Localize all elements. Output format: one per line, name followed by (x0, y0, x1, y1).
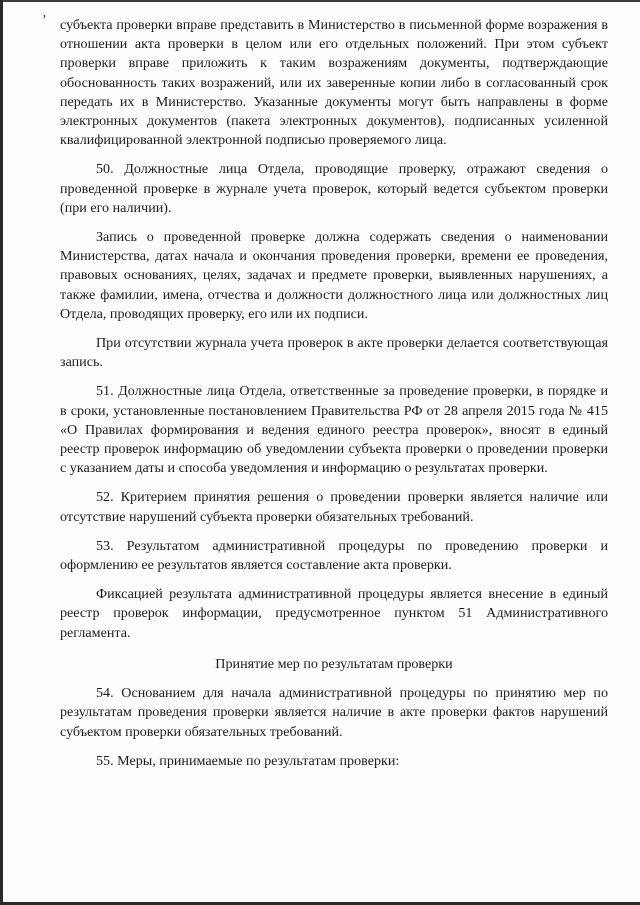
paragraph-no-journal: При отсутствии журнала учета проверок в акте проверки делается соответствующая запись. (60, 335, 608, 371)
paragraph-continuation: субъекта проверки вправе представить в Министерство в письменной форме возражения в отношении акта проверки в целом или его отдельных положений. При этом субъект проверки вправе приложить к таким возражениям документы, подтверждающие обоснованность таких возражений, или их заверенные копии либо в согласованный срок передать их в Министерство. Указанные документы могут быть направлены в форме электронных документов (пакета электронных документов), подписанных усиленной квалифицированной электронной подписью проверяемого лица. (60, 17, 608, 149)
scan-corner-mark: ʼ (42, 13, 47, 28)
paragraph-record-content: Запись о проведенной проверке должна содержать сведения о наименовании Министерства, датах начала и окончания проведения проверки, времени ее проведения, правовых основаниях, целях, задачах и предмете проверки, выявленных нарушениях, а также фамилии, имена, отчества и должности должностного лица или должностных лиц Отдела, проводящих проверку, его или их подписи. (60, 229, 608, 322)
section-heading: Принятие мер по результатам проверки (215, 655, 453, 672)
paragraph-51: 51. Должностные лица Отдела, ответственные за проведение проверки, в порядке и в сроки, установленные постановлением Правительства РФ от 28 апреля 2015 года № 415 «О Правилах формирования и ведения единого реестра проверок», вносят в единый реестр проверок информацию об уведомлении субъекта проверки о проведении проверки с указанием даты и способа уведомления и информацию о результатах проверки. (60, 383, 608, 477)
paragraph-fixation: Фиксацией результата административной процедуры является внесение в единый реестр проверок информации, предусмотренное пунктом 51 Административного регламента. (60, 586, 608, 641)
document-body (60, 16, 608, 771)
paragraph-54: 54. Основанием для начала административной процедуры по принятию мер по результатам проведения проверки является наличие в акте проверки фактов нарушений субъектом проверки обязательных требований. (60, 685, 608, 740)
paragraph-55: 55. Меры, принимаемые по результатам проверки: (96, 752, 400, 769)
scan-edge-left (0, 0, 3, 905)
paragraph-50: 50. Должностные лица Отдела, проводящие проверку, отражают сведения о проведенной проверке в журнале учета проверок, который ведется субъектом проверки (при его наличии). (60, 161, 608, 216)
paragraph-52: 52. Критерием принятия решения о проведении проверки является наличие или отсутствие нарушений субъекта проверки обязательных требований. (60, 489, 608, 525)
paragraph-53: 53. Результатом административной процедуры по проведению проверки и оформлению ее результатов является составление акта проверки. (60, 537, 608, 574)
scan-edge-top (0, 0, 640, 2)
